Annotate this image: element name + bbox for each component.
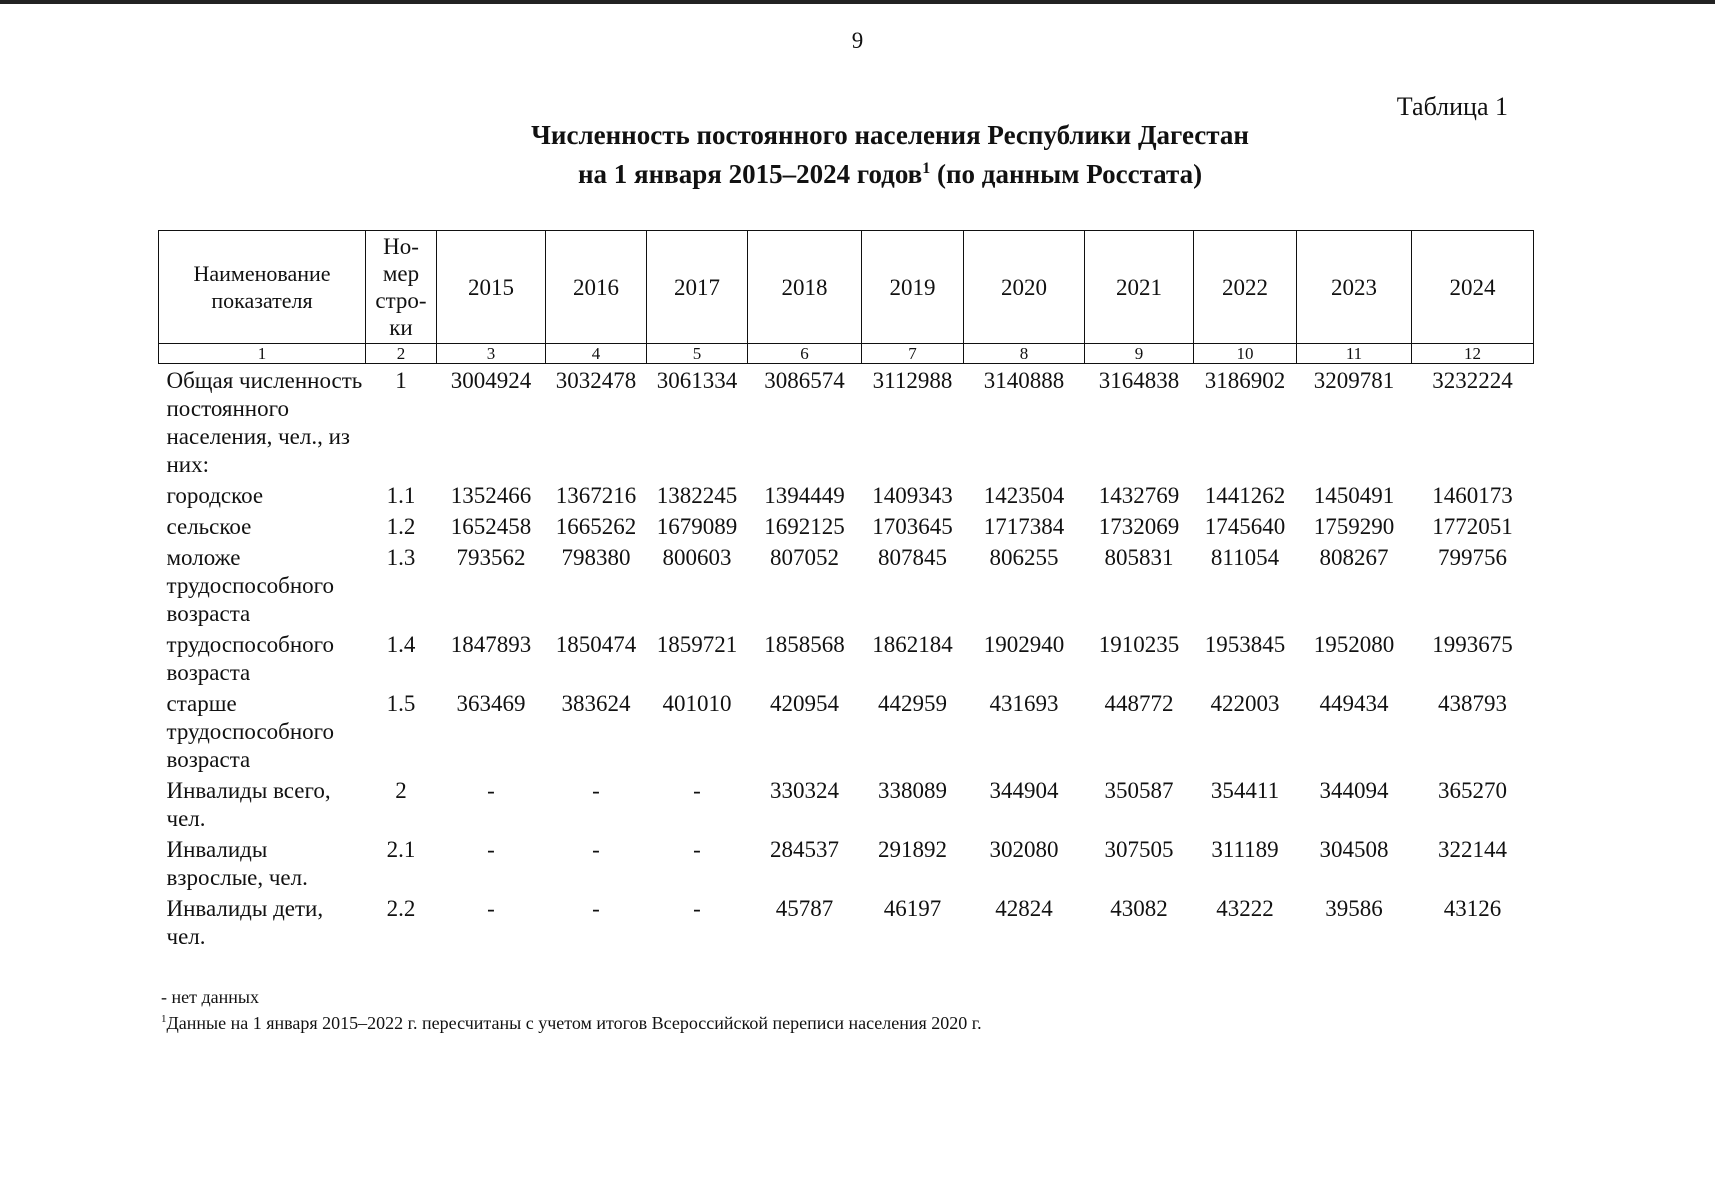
- value-cell: 799756: [1438, 545, 1507, 570]
- header-year: 2021: [1085, 231, 1194, 344]
- header-row-number: Но-мер стро-ки: [366, 231, 437, 344]
- column-number: 4: [546, 344, 647, 364]
- value-cell: 1772051: [1432, 514, 1513, 539]
- value-cell: 800603: [662, 545, 732, 570]
- table-row: [159, 364, 1534, 480]
- header-year: 2018: [748, 231, 862, 344]
- value-cell: 1858568: [764, 632, 845, 657]
- value-cell: 1859721: [656, 632, 738, 657]
- value-cell: 3032478: [555, 368, 637, 393]
- footnotes: [161, 986, 982, 1034]
- indicator-name: Инвалиды всего, чел.: [166, 778, 331, 831]
- row-number: 2.1: [386, 837, 416, 862]
- header-year: 2016: [546, 231, 647, 344]
- value-cell: 3209781: [1313, 368, 1395, 393]
- value-cell: 3164838: [1098, 368, 1180, 393]
- column-number: 8: [964, 344, 1085, 364]
- value-cell: 42824: [995, 896, 1053, 921]
- table-row: [159, 479, 1534, 510]
- value-cell: 807845: [878, 545, 947, 570]
- value-cell: 365270: [1438, 778, 1507, 803]
- value-cell: 344904: [989, 778, 1059, 803]
- column-number: 11: [1297, 344, 1412, 364]
- value-cell: 1652458: [450, 514, 532, 539]
- row-number: 1.5: [386, 691, 416, 716]
- value-cell: 311189: [1211, 837, 1279, 862]
- value-cell: 1847893: [450, 632, 532, 657]
- header-row: [159, 231, 1534, 344]
- value-cell: 43126: [1443, 896, 1502, 921]
- value-cell: 3112988: [872, 368, 953, 393]
- scan-edge: [0, 0, 1715, 4]
- indicator-name: трудоспособного возраста: [166, 632, 335, 685]
- table-row: [159, 510, 1534, 541]
- value-cell: 442959: [878, 691, 947, 716]
- value-cell: 39586: [1325, 896, 1383, 921]
- value-cell: 1692125: [764, 514, 845, 539]
- value-cell: -: [592, 896, 600, 921]
- value-cell: 43082: [1110, 896, 1168, 921]
- row-number: 1.3: [386, 545, 416, 570]
- column-number: 2: [366, 344, 437, 364]
- page-number: 9: [851, 28, 864, 53]
- value-cell: 798380: [561, 545, 631, 570]
- row-number: 1.4: [386, 632, 416, 657]
- value-cell: 807052: [770, 545, 839, 570]
- table-row: [159, 541, 1534, 628]
- value-cell: 291892: [878, 837, 947, 862]
- value-cell: 344094: [1319, 778, 1389, 803]
- value-cell: 1352466: [450, 483, 532, 508]
- value-cell: 448772: [1104, 691, 1174, 716]
- value-cell: 3186902: [1204, 368, 1286, 393]
- column-number-row: [159, 344, 1534, 364]
- value-cell: 3061334: [656, 368, 738, 393]
- value-cell: 1910235: [1098, 632, 1180, 657]
- value-cell: 1993675: [1432, 632, 1513, 657]
- value-cell: 45787: [775, 896, 834, 921]
- column-number: 10: [1194, 344, 1297, 364]
- value-cell: 438793: [1438, 691, 1507, 716]
- value-cell: 338089: [878, 778, 947, 803]
- value-cell: 350587: [1104, 778, 1174, 803]
- row-number: 2: [395, 778, 407, 803]
- table-row: [159, 774, 1534, 833]
- value-cell: 354411: [1210, 778, 1280, 803]
- value-cell: 383624: [561, 691, 631, 716]
- document-title: [300, 118, 1480, 191]
- value-cell: 43222: [1216, 896, 1274, 921]
- header-year: 2015: [437, 231, 546, 344]
- value-cell: 363469: [456, 691, 526, 716]
- value-cell: 1394449: [764, 483, 845, 508]
- value-cell: 1732069: [1098, 514, 1180, 539]
- value-cell: 322144: [1438, 837, 1507, 862]
- table-body: [159, 344, 1534, 952]
- table-row: [159, 687, 1534, 774]
- value-cell: 793562: [456, 545, 526, 570]
- value-cell: 330324: [770, 778, 839, 803]
- footnote-mark: 1: [161, 1013, 167, 1025]
- column-number: 12: [1412, 344, 1534, 364]
- value-cell: 302080: [989, 837, 1059, 862]
- value-cell: 1953845: [1204, 632, 1286, 657]
- footnote-text: Данные на 1 января 2015–2022 г. пересчитаны с учетом итогов Всероссийской переписи населения 2020 г.: [166, 1013, 982, 1033]
- row-number: 2.2: [386, 896, 416, 921]
- value-cell: -: [592, 837, 600, 862]
- value-cell: -: [487, 896, 495, 921]
- indicator-name: Общая численность постоянного населения, чел., из них:: [166, 368, 363, 477]
- value-cell: -: [592, 778, 600, 803]
- value-cell: -: [693, 896, 701, 921]
- value-cell: 422003: [1210, 691, 1280, 716]
- value-cell: 3140888: [983, 368, 1065, 393]
- value-cell: 806255: [989, 545, 1059, 570]
- indicator-name: Инвалиды взрослые, чел.: [166, 837, 308, 890]
- value-cell: 401010: [662, 691, 732, 716]
- header-year: 2022: [1194, 231, 1297, 344]
- table-row: [159, 892, 1534, 951]
- value-cell: 1460173: [1432, 483, 1513, 508]
- value-cell: 805831: [1104, 545, 1174, 570]
- value-cell: 3232224: [1432, 368, 1513, 393]
- row-number: 1: [395, 368, 407, 393]
- title-line-1: Численность постоянного населения Республики Дагестан: [531, 120, 1249, 150]
- value-cell: 284537: [770, 837, 839, 862]
- title-line-2-tail: (по данным Росстата): [930, 159, 1203, 189]
- indicator-name: Инвалиды дети, чел.: [166, 896, 324, 949]
- column-number: 5: [647, 344, 748, 364]
- value-cell: 449434: [1319, 691, 1389, 716]
- title-line-2-text: на 1 января 2015–2024 годов: [577, 159, 923, 189]
- value-cell: 431693: [989, 691, 1059, 716]
- value-cell: -: [487, 837, 495, 862]
- header-year: 2023: [1297, 231, 1412, 344]
- value-cell: 1759290: [1313, 514, 1395, 539]
- header-year: 2020: [964, 231, 1085, 344]
- value-cell: 420954: [770, 691, 839, 716]
- indicator-name: сельское: [166, 514, 252, 539]
- population-table: [158, 230, 1534, 951]
- value-cell: 1679089: [656, 514, 738, 539]
- footnote-1: [161, 1008, 982, 1034]
- value-cell: 1665262: [555, 514, 637, 539]
- header-year: 2024: [1412, 231, 1534, 344]
- value-cell: -: [693, 778, 701, 803]
- indicator-name: моложе трудоспособного возраста: [166, 545, 335, 626]
- header-year: 2017: [647, 231, 748, 344]
- header-year: 2019: [862, 231, 964, 344]
- value-cell: 1441262: [1204, 483, 1286, 508]
- value-cell: 46197: [883, 896, 942, 921]
- column-number: 7: [862, 344, 964, 364]
- indicator-name: старше трудоспособного возраста: [166, 691, 335, 772]
- column-number: 9: [1085, 344, 1194, 364]
- row-number: 1.1: [386, 483, 416, 508]
- title-footnote-mark: 1: [922, 160, 931, 177]
- value-cell: 1409343: [872, 483, 953, 508]
- footnote-no-data: - нет данных: [161, 987, 259, 1007]
- value-cell: 1850474: [555, 632, 637, 657]
- value-cell: 3086574: [764, 368, 845, 393]
- table-label: Таблица 1: [1396, 92, 1508, 121]
- indicator-name: городское: [166, 483, 264, 508]
- column-number: 3: [437, 344, 546, 364]
- value-cell: 811054: [1210, 545, 1280, 570]
- value-cell: 1717384: [983, 514, 1065, 539]
- table-row: [159, 833, 1534, 892]
- value-cell: 808267: [1319, 545, 1389, 570]
- value-cell: 1423504: [983, 483, 1065, 508]
- value-cell: 1862184: [872, 632, 953, 657]
- value-cell: 1703645: [872, 514, 953, 539]
- value-cell: 1450491: [1313, 483, 1395, 508]
- row-number: 1.2: [386, 514, 416, 539]
- value-cell: 1367216: [555, 483, 637, 508]
- value-cell: 1432769: [1098, 483, 1180, 508]
- value-cell: 307505: [1104, 837, 1174, 862]
- value-cell: 304508: [1319, 837, 1389, 862]
- value-cell: 1382245: [656, 483, 738, 508]
- column-number: 6: [748, 344, 862, 364]
- value-cell: -: [487, 778, 495, 803]
- value-cell: 3004924: [450, 368, 532, 393]
- table-row: [159, 628, 1534, 687]
- title-line-2: [300, 152, 1480, 191]
- value-cell: 1902940: [983, 632, 1065, 657]
- column-number: 1: [159, 344, 366, 364]
- value-cell: -: [693, 837, 701, 862]
- value-cell: 1952080: [1313, 632, 1395, 657]
- header-indicator-name: Наименование показателя: [159, 231, 366, 344]
- value-cell: 1745640: [1204, 514, 1286, 539]
